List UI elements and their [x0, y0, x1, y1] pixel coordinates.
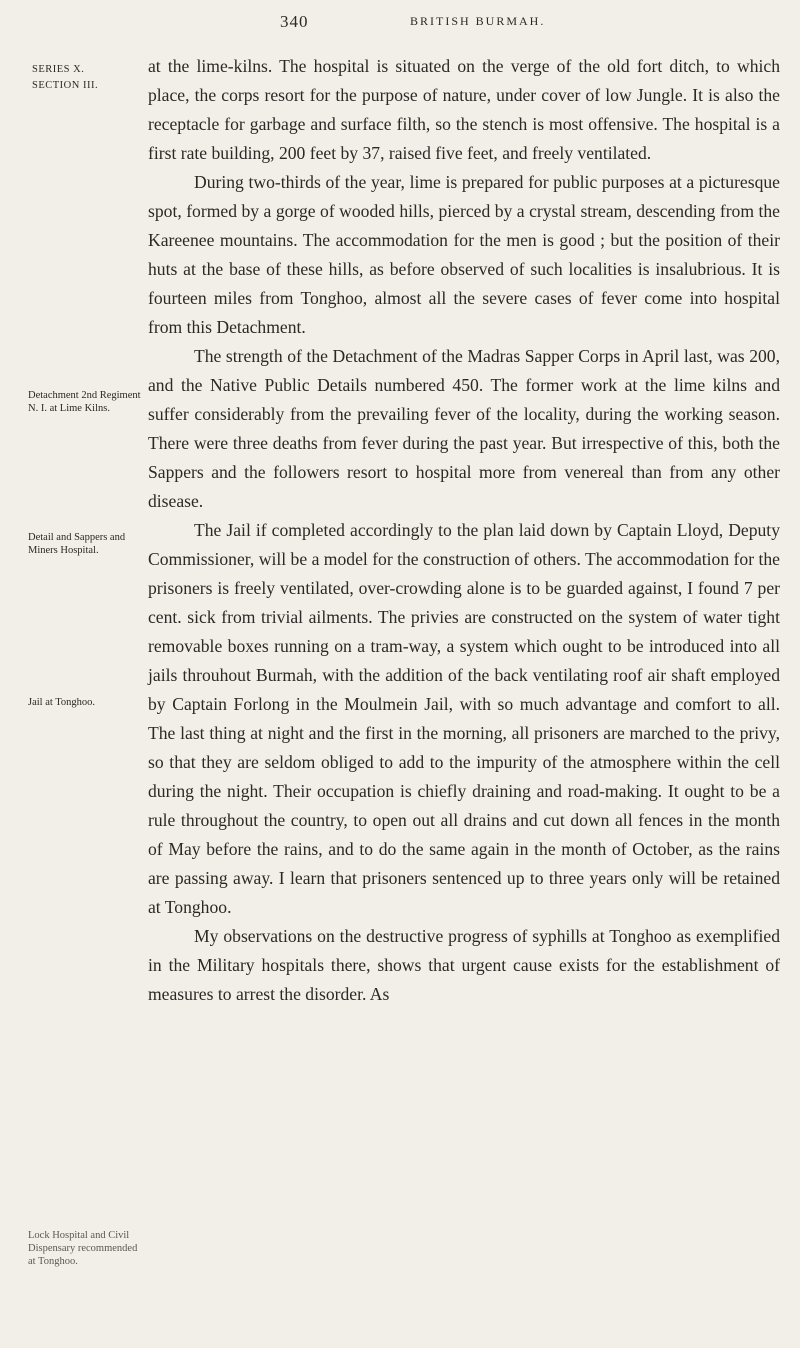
margin-note-lock-hospital: Lock Hospital and Civil Dispensary recommended at Tonghoo. — [28, 1230, 138, 1267]
paragraph-jail: The Jail if completed accordingly to the plan laid down by Captain Lloyd, Deputy Commissioner, will be a model for the construction of others. The accommodation for the prisoners is freely ventilated, over-crowding alone is to be guarded against, I found 7 per cent. sick from trivial ailments. The privies are constructed on the system of water tight removable boxes running on a tram-way, a system which ought to be introduced into all jails throuhout Burmah, with the addition of the back ventilating roof air shaft employed by Captain Forlong in the Moulmein Jail, with so much advantage and comfort to all. The last thing at night and the first in the morning, all prisoners are marched to the privy, so that they are seldom obliged to add to the impurity of the atmosphere within the cell during the night. Their occupation is chiefly draining and road-making. It ought to be a rule throughout the country, to open out all drains and cut down all fences in the month of May before the rains, and to do the same again in the month of October, as the rains are passing away. I learn that prisoners sentenced up to three years only will be retained at Tonghoo. — [148, 520, 780, 917]
section-label: SECTION III. — [32, 80, 99, 92]
margin-note-jail: Jail at Tonghoo. — [28, 697, 96, 708]
series-label: SERIES X. — [32, 64, 85, 75]
paragraph-lime-kilns: During two-thirds of the year, lime is prepared for public purposes at a picturesque spot, formed by a gorge of wooded hills, pierced by a crystal stream, descending from the Kareenee mountains. The accommodation for the men is good ; but the position of their huts at the base of these hills, as before observed of such localities is insalubrious. It is fourteen miles from Tonghoo, almost all the severe cases of fever come into hospital from this Detachment. — [148, 172, 780, 337]
running-head — [280, 12, 700, 38]
series-section-label — [32, 62, 142, 95]
page-number: 340 — [280, 12, 309, 31]
body-text — [148, 52, 780, 1009]
margin-note-sapper-hospital: Detail and Sappers and Miners Hospital. — [28, 532, 126, 556]
paragraph-syphilis: My observations on the destructive progress of syphills at Tonghoo as exemplified in the Military hospitals there, shows that urgent cause exists for the establishment of measures to arrest the disorder. As — [148, 926, 780, 1004]
paragraph-sapper-corps: The strength of the Detachment of the Madras Sapper Corps in April last, was 200, and the Native Public Details numbered 450. The former work at the lime kilns and suffer considerably from the prevailing fever of the locality, during the working season. There were three deaths from fever during the past year. But irrespective of this, both the Sappers and the followers resort to hospital more from venereal than from any other disease. — [148, 346, 780, 511]
margin-note-detachment: Detachment 2nd Regiment N. I. at Lime Kilns. — [28, 390, 141, 414]
running-title: BRITISH BURMAH. — [410, 14, 546, 28]
paragraph-hospital: at the lime-kilns. The hospital is situated on the verge of the old fort ditch, to which place, the corps resort for the purpose of nature, under cover of low Jungle. It is also the receptacle for garbage and surface filth, so the stench is most offensive. The hospital is a first rate building, 200 feet by 37, raised five feet, and freely ventilated. — [148, 56, 780, 163]
